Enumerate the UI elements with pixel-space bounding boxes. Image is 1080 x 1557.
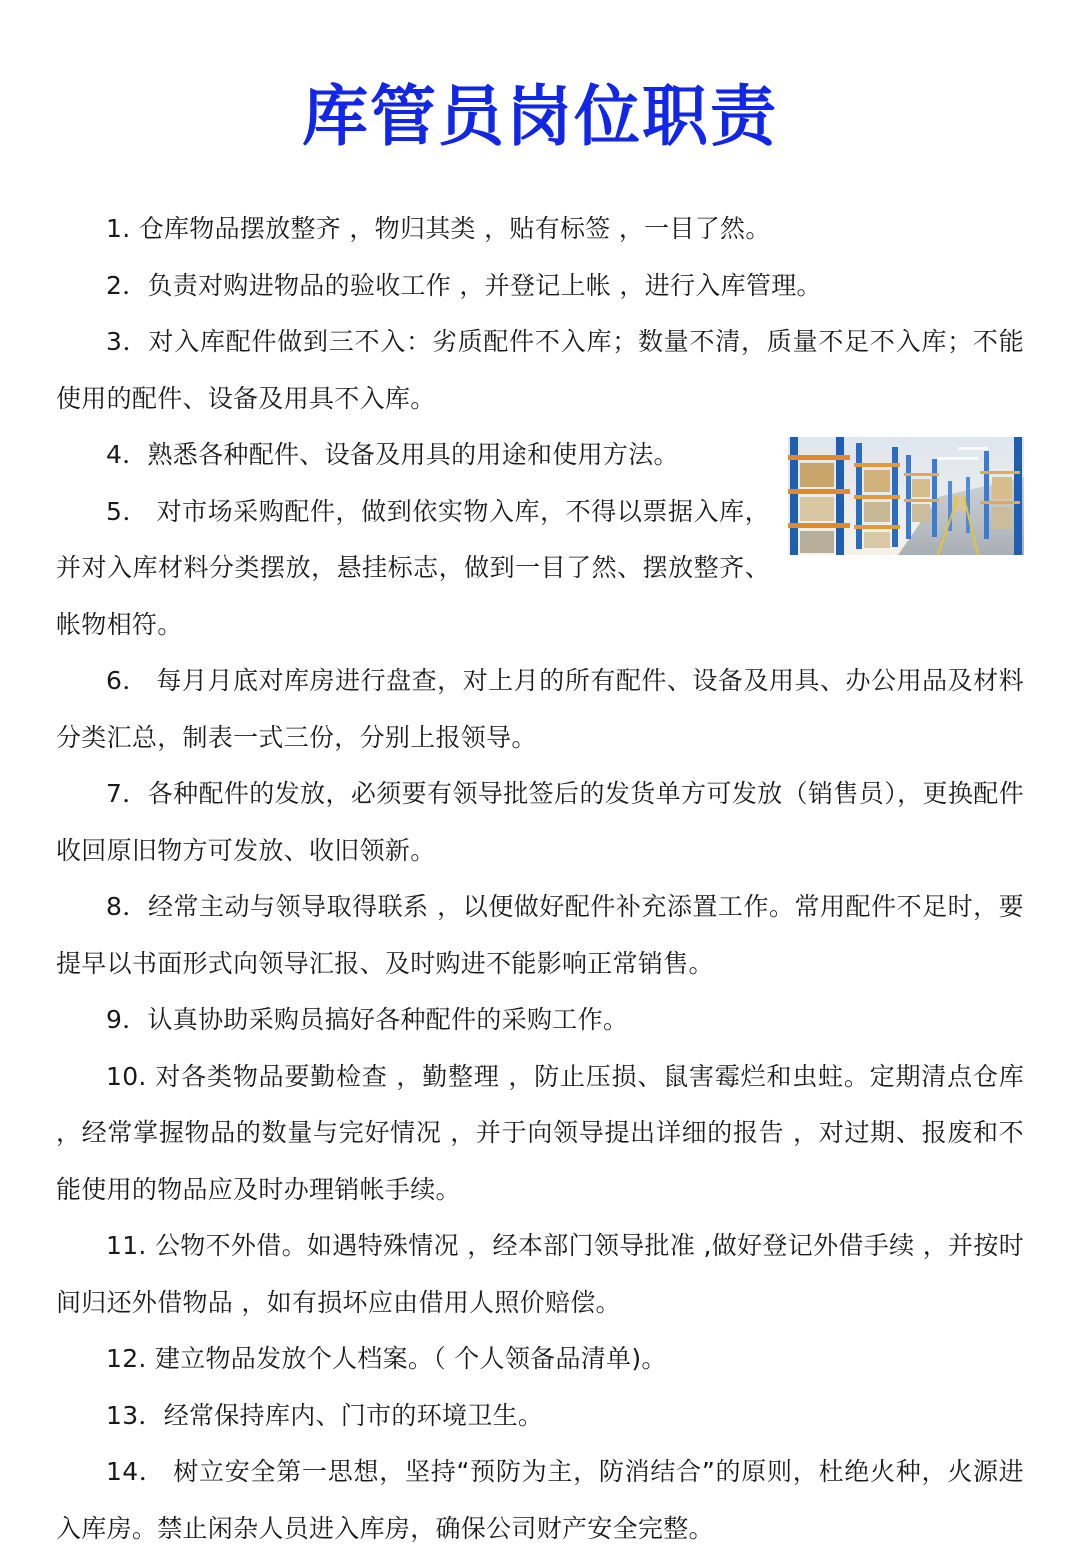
duty-item-1: 1. 仓库物品摆放整齐 ，物归其类 ，贴有标签 ，一目了然。 [106, 214, 771, 243]
duty-item-12: 12. 建立物品发放个人档案。（ 个人领备品清单)。 [106, 1344, 667, 1373]
duty-item-2: 2．负责对购进物品的验收工作 ，并登记上帐 ，进行入库管理。 [106, 270, 822, 300]
warehouse-photo [788, 437, 1024, 555]
duty-item-3-wrapper [56, 314, 1024, 427]
page-title: 库管员岗位职责 [302, 78, 778, 155]
duty-item-3-text: 3．对入库配件做到三不入：劣质配件不入库；数量不清，质量不足不入库；不能使用的配件、设备及用具不入库。 [56, 327, 1024, 413]
duty-item-11: 11. 公物不外借。如遇特殊情况 ，经本部门领导批准 ,做好登记外借手续 ，并按时间归还外借物品 ，如有损坏应由借用人照价赔偿。 [56, 1231, 1024, 1317]
duty-item-13: 13．经常保持库内、门市的环境卫生。 [106, 1400, 544, 1430]
duty-item-8: 8．经常主动与领导取得联系 ，以便做好配件补充添置工作。常用配件不足时，要提早以书面形式向领导汇报、及时购进不能影响正常销售。 [56, 892, 1024, 978]
duties-list [56, 201, 1024, 1557]
duty-item-9: 9．认真协助采购员搞好各种配件的采购工作。 [106, 1005, 629, 1034]
duty-item-7: 7．各种配件的发放，必须要有领导批签后的发货单方可发放（销售员），更换配件收回原旧物方可发放、收旧领新。 [56, 779, 1024, 865]
duty-item-3 [56, 314, 1024, 427]
duty-item-14: 14． 树立安全第一思想，坚持“预防为主，防消结合”的原则，杜绝火种，火源进入库房。禁止闲杂人员进入库房，确保公司财产安全完整。 [56, 1457, 1024, 1543]
duty-item-10: 10. 对各类物品要勤检查 ，勤整理 ，防止压损、鼠害霉烂和虫蛀。定期清点仓库 ，经常掌握物品的数量与完好情况 ，并于向领导提出详细的报告 ，对过期、报废和不能使用的物品应及时办理销帐手续。 [56, 1061, 1024, 1204]
warehouse-shelves-icon [788, 437, 1024, 555]
duty-item-6: 6． 每月月底对库房进行盘查，对上月的所有配件、设备及用具、办公用品及材料分类汇总，制表一式三份，分别上报领导。 [56, 666, 1024, 752]
duty-item-5: 5． 对市场采购配件，做到依实物入库，不得以票据入库，并对入库材料分类摆放，悬挂标志，做到一目了然、摆放整齐、帐物相符。 [56, 496, 770, 639]
duty-item-4: 4．熟悉各种配件、设备及用具的用途和使用方法。 [106, 440, 679, 469]
